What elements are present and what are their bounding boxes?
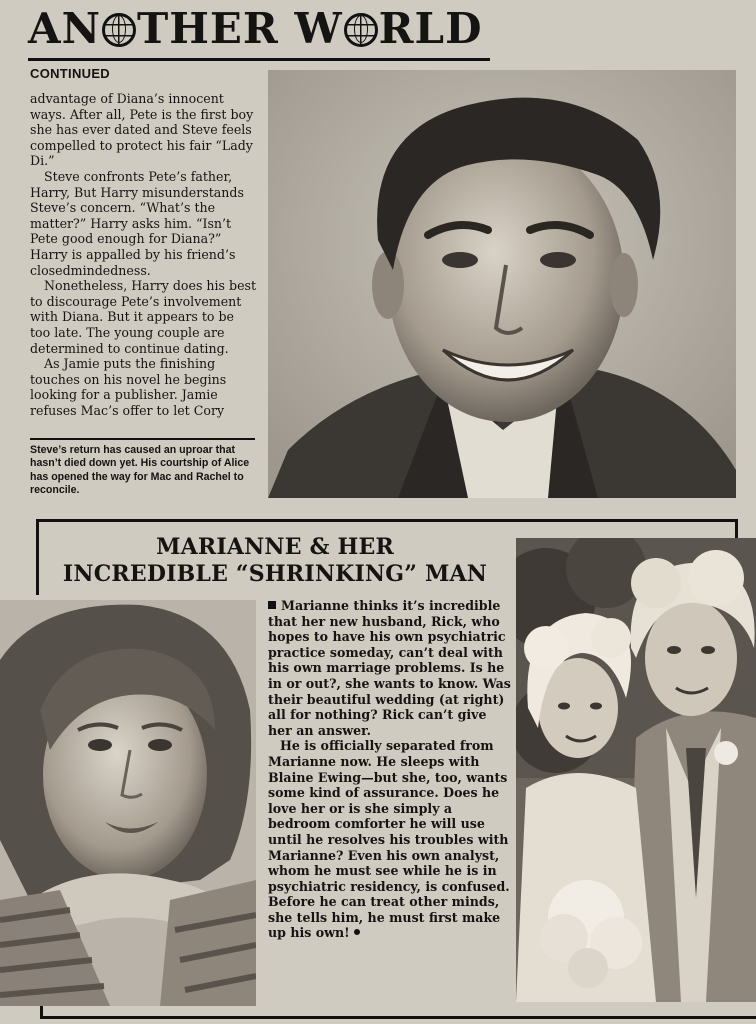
top-article-paragraph: Nonetheless, Harry does his best to discourage Pete’s involvement with Diana. But it appears to be too late. The young couple are determined to continue dating. (30, 278, 257, 356)
box-article-paragraph (268, 598, 512, 738)
box-frame-bottom-left (40, 1006, 43, 1019)
steve-portrait-photo (268, 70, 736, 498)
section-label: CONTINUED (30, 66, 110, 81)
wedding-photo (516, 538, 756, 1002)
masthead-rule (28, 58, 490, 61)
box-headline-line-1: MARIANNE & HER (156, 534, 394, 560)
box-article-body (268, 598, 512, 941)
end-mark-icon (354, 929, 360, 935)
masthead-part-1: AN (28, 4, 101, 53)
top-article-paragraph: advantage of Diana’s innocent ways. After all, Pete is the first boy she has ever dated and Steve feels compelled to protect his fair “Lady Di.” (30, 91, 254, 169)
box-headline-line-2: INCREDIBLE “SHRINKING” MAN (62, 561, 488, 587)
masthead-part-3: RLD (378, 4, 483, 53)
top-article-paragraph: As Jamie puts the finishing touches on his novel he begins looking for a publisher. Jamie refuses Mac’s offer to let Cory (30, 356, 227, 418)
box-frame-right (735, 519, 738, 539)
globe-icon (102, 13, 136, 47)
top-article-paragraph: Steve confronts Pete’s father, Harry, But Harry misunderstands Steve’s concern. “What’s the matter?” Harry asks him. “Isn’t Pete good enough for Diana?” Harry is appalled by his friend’s closedmindedness. (30, 168, 244, 278)
box-headline (40, 534, 510, 588)
box-frame-left (36, 519, 39, 595)
masthead-title (28, 2, 498, 56)
box-article-paragraph-2: He is officially separated from Marianne now. He sleeps with Blaine Ewing—but she, too, wants some kind of assurance. Does he love her or is she simply a bedroom comforter he will use until he resolves his troubles with Marianne? Even his own analyst, whom he must see while he is in psychiatric residency, is confused. Before he can treat other minds, she tells him, he must first make up his own! (268, 738, 510, 941)
box-frame-bottom (40, 1016, 756, 1019)
box-frame-top (36, 519, 738, 522)
masthead-part-2: THER W (136, 4, 343, 53)
steve-photo-caption: Steve’s return has caused an uproar that hasn’t died down yet. His courtship of Alice has opened the way for Mac and Rachel to reconcile. (30, 444, 250, 497)
square-bullet-icon (268, 601, 276, 609)
marianne-portrait-photo (0, 600, 256, 1006)
box-article-paragraph-1: Marianne thinks it’s incredible that her new husband, Rick, who hopes to have his own psychiatric practice someday, can’t deal with his own marriage problems. Is he in or out?, she wants to know. Was their beautiful wedding (at right) all for nothing? Rick can’t give her an answer. (268, 598, 511, 738)
top-article-body (30, 91, 258, 418)
globe-icon (344, 13, 378, 47)
box-article-paragraph (268, 738, 512, 941)
caption-rule (30, 438, 255, 440)
